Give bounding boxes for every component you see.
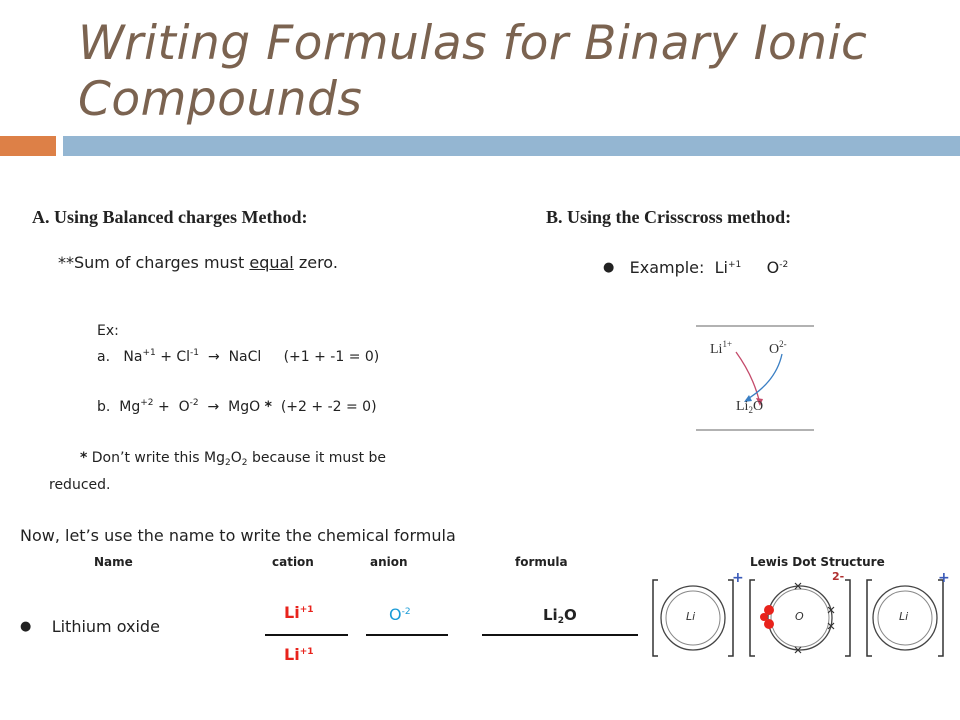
formula-o: O xyxy=(563,606,577,624)
lewis-li-right: Li xyxy=(899,610,909,623)
diagram-o-sup: 2- xyxy=(779,339,787,349)
footnote xyxy=(80,450,386,466)
ex-a-plus: + xyxy=(160,349,172,365)
ex-a-ion2: Cl xyxy=(176,349,191,365)
accent-bar-blue xyxy=(63,136,960,156)
crisscross-diagram xyxy=(696,322,814,434)
note-text-end: zero. xyxy=(293,253,338,272)
lewis-li-left-charge: + xyxy=(732,570,744,586)
crisscross-example xyxy=(603,258,788,277)
ex-a-product: NaCl xyxy=(228,349,262,365)
diagram-li xyxy=(710,339,733,358)
anion xyxy=(389,605,411,624)
arrow-icon: → xyxy=(207,399,220,415)
example-b xyxy=(97,399,377,415)
cation-1-symbol: Li xyxy=(284,603,300,622)
note-underlined: equal xyxy=(249,253,294,272)
compound-name: Lithium oxide xyxy=(51,617,160,636)
footnote-text-end: because it must be xyxy=(247,450,387,466)
diagram-product-sub: 2 xyxy=(748,405,753,415)
section-b-heading: B. Using the Crisscross method: xyxy=(546,207,792,227)
sum-charges-note xyxy=(58,253,338,272)
anion-underline xyxy=(366,634,448,636)
ex-b-ion1-charge: +2 xyxy=(140,398,154,408)
lewis-li-right-charge: + xyxy=(938,570,950,586)
diagram-li-sup: 1+ xyxy=(722,339,733,349)
formula-li: Li xyxy=(543,606,558,624)
ex-a-ion1: Na xyxy=(123,349,143,365)
example-ion1: Li xyxy=(714,258,728,277)
ex-a-ion2-charge: -1 xyxy=(190,348,200,358)
accent-bar-orange xyxy=(0,136,56,156)
example-ion1-charge: +1 xyxy=(727,260,742,270)
diagram-li-text: Li xyxy=(710,342,723,357)
cation-underline xyxy=(265,634,348,636)
ex-a-ion1-charge: +1 xyxy=(142,348,156,358)
formula xyxy=(543,606,577,624)
anion-charge: -2 xyxy=(401,607,411,617)
ex-b-ion2-charge: -2 xyxy=(189,398,199,408)
ex-label: Ex: xyxy=(97,323,119,339)
ex-b-product: MgO xyxy=(228,399,261,415)
diagram-o-text: O xyxy=(769,342,780,357)
example-label: Example: xyxy=(629,258,705,277)
header-name: Name xyxy=(94,555,133,569)
bullet-icon: ● xyxy=(603,260,615,275)
section-a-heading: A. Using Balanced charges Method: xyxy=(32,207,308,227)
footnote-mid: O xyxy=(230,450,242,466)
formula-sub: 2 xyxy=(557,616,564,626)
cation-2 xyxy=(284,645,314,664)
cation-2-charge: +1 xyxy=(299,647,314,657)
cation-2-symbol: Li xyxy=(284,645,300,664)
formula-underline xyxy=(482,634,638,636)
ex-b-check: (+2 + -2 = 0) xyxy=(280,399,377,415)
ex-a-check: (+1 + -1 = 0) xyxy=(283,349,380,365)
bullet-icon: ● xyxy=(20,619,32,634)
header-cation: cation xyxy=(272,555,314,569)
footnote-sub2: 2 xyxy=(241,458,248,468)
example-ion2-charge: -2 xyxy=(779,260,789,270)
example-ion2: O xyxy=(766,258,780,277)
diagram-product-li: Li xyxy=(736,399,749,414)
anion-symbol: O xyxy=(389,605,402,624)
ex-b-ion2: O xyxy=(178,399,190,415)
note-text: **Sum of charges must xyxy=(58,253,250,272)
page-title: Writing Formulas for Binary Ionic Compounds xyxy=(78,16,868,127)
diagram-o xyxy=(769,339,787,358)
header-lewis: Lewis Dot Structure xyxy=(750,555,885,569)
footnote-text: Don’t write this Mg xyxy=(87,450,225,466)
ex-a-prefix: a. xyxy=(97,349,111,365)
header-formula: formula xyxy=(515,555,568,569)
arrow-icon: → xyxy=(207,349,220,365)
lewis-o: O xyxy=(795,610,804,623)
lewis-o-charge: 2- xyxy=(832,570,845,583)
lewis-li-left: Li xyxy=(686,610,696,623)
cation-1-charge: +1 xyxy=(299,605,314,615)
crisscross-arrows xyxy=(696,322,814,434)
diagram-product-o: O xyxy=(752,399,764,414)
ex-b-star: * xyxy=(264,399,272,415)
footnote-sub1: 2 xyxy=(225,458,231,468)
footnote-line2: reduced. xyxy=(49,477,111,493)
ex-b-plus: + xyxy=(157,399,170,415)
header-anion: anion xyxy=(370,555,408,569)
ex-b-prefix: b. xyxy=(97,399,111,415)
cation-1 xyxy=(284,603,314,622)
diagram-product xyxy=(736,399,763,415)
ex-b-ion1: Mg xyxy=(119,399,141,415)
example-a xyxy=(97,349,379,365)
row-name xyxy=(20,617,160,636)
lewis-dot-structure xyxy=(650,570,950,662)
footnote-star: * xyxy=(80,450,88,466)
now-instruction: Now, let’s use the name to write the chemical formula xyxy=(20,526,456,545)
